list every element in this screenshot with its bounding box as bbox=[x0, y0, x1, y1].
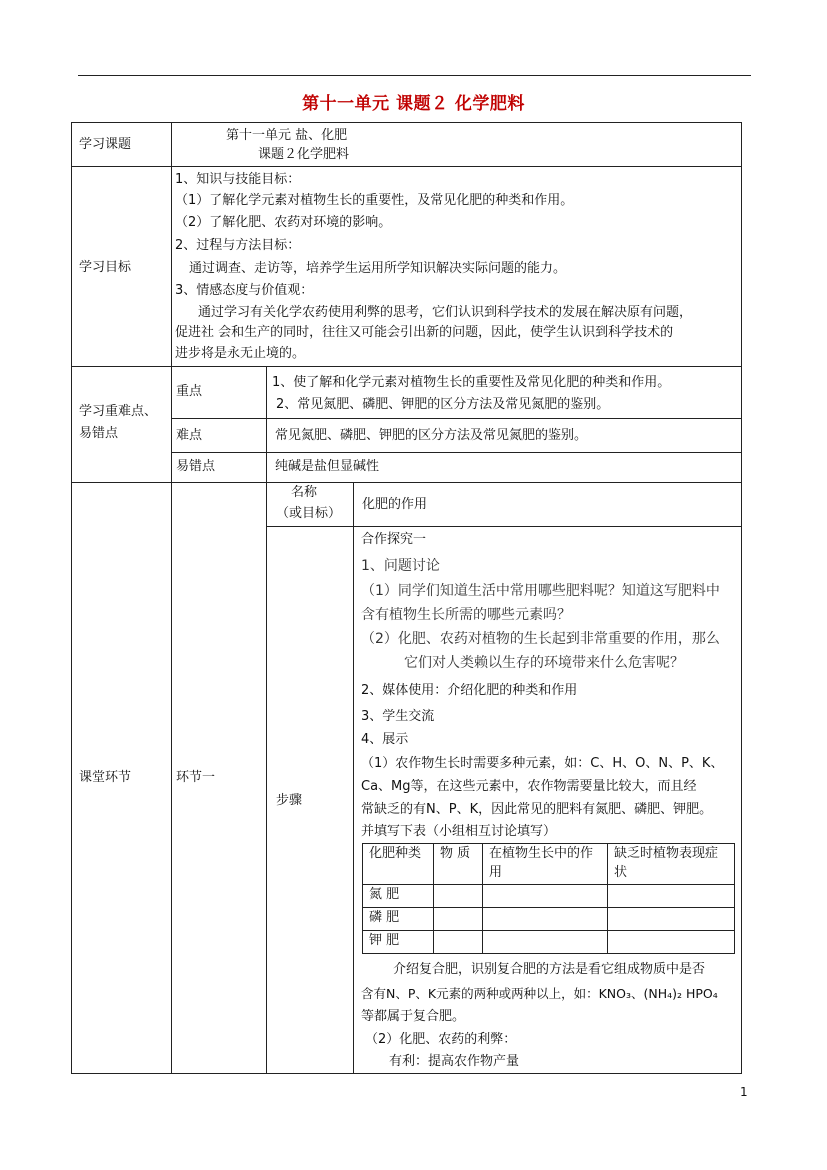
name-value: 化肥的作用 bbox=[362, 497, 428, 512]
table-row bbox=[363, 908, 735, 931]
goals-line: 通过学习有关化学农药使用利弊的思考，它们认识到科学技术的发展在解决原有问题， bbox=[198, 305, 693, 320]
goals-line: 1、知识与技能目标： bbox=[175, 172, 301, 187]
difficult-text: 常见氮肥、磷肥、钾肥的区分方法及常见氮肥的鉴别。 bbox=[275, 428, 588, 443]
important-line: 1、使了解和化学元素对植物生长的重要性及常见化肥的种类和作用。 bbox=[272, 375, 671, 390]
goals-line: 通过调查、走访等，培养学生运用所学知识解决实际问题的能力。 bbox=[189, 261, 567, 276]
fertilizer-table bbox=[362, 843, 735, 954]
error-text: 纯碱是盐但显碱性 bbox=[275, 459, 380, 474]
table-cell bbox=[608, 885, 735, 908]
important-label: 重点 bbox=[176, 384, 203, 399]
steps-heading: 合作探究一 bbox=[361, 532, 427, 547]
error-label: 易错点 bbox=[176, 459, 216, 474]
table-cell: 氮 肥 bbox=[363, 885, 434, 908]
question-title: 1、问题讨论 bbox=[361, 558, 440, 574]
table-header-cell: 缺乏时植物表现症状 bbox=[608, 844, 735, 885]
important-line: 2、常见氮肥、磷肥、钾肥的区分方法及常见氮肥的鉴别。 bbox=[276, 397, 610, 412]
name-label-line1: 名称 bbox=[291, 485, 318, 500]
page-number: 1 bbox=[740, 1085, 748, 1099]
question-1a: （1）同学们知道生活中常用哪些肥料呢？知道这写肥料中 bbox=[361, 583, 720, 599]
course-topic: 课题２化学肥料 bbox=[258, 147, 350, 162]
steps-label: 步骤 bbox=[276, 793, 303, 808]
goals-label: 学习目标 bbox=[79, 260, 132, 275]
goals-line: 促进社 会和生产的同时，往往又可能会引出新的问题，因此，使学生认识到科学技术的 bbox=[175, 325, 674, 340]
table-cell bbox=[608, 908, 735, 931]
goals-line: （1）了解化学元素对植物生长的重要性，及常见化肥的种类和作用。 bbox=[175, 193, 574, 208]
table-row bbox=[363, 931, 735, 954]
table-cell bbox=[434, 885, 483, 908]
show-line: 4、展示 bbox=[361, 732, 409, 747]
difficult-label: 难点 bbox=[176, 428, 203, 443]
segment-label: 环节一 bbox=[176, 770, 216, 785]
key-points-label-line1: 学习重难点、 bbox=[79, 404, 158, 419]
pros-cons-line: （2）化肥、农药的利弊： bbox=[365, 1032, 517, 1047]
header-rule bbox=[78, 75, 751, 76]
table-header-cell: 在植物生长中的作用 bbox=[483, 844, 608, 885]
table-cell: 磷 肥 bbox=[363, 908, 434, 931]
goals-line: 进步将是永无止境的。 bbox=[175, 346, 306, 361]
exchange-line: 3、学生交流 bbox=[361, 709, 435, 724]
goals-line: 3、情感态度与价值观： bbox=[175, 283, 314, 298]
page-title: 第十一单元 课题２ 化学肥料 bbox=[302, 94, 525, 114]
table-cell: 钾 肥 bbox=[363, 931, 434, 954]
benefit-line: 有利：提高农作物产量 bbox=[389, 1054, 520, 1069]
table-cell bbox=[434, 931, 483, 954]
table-header-row bbox=[363, 844, 735, 885]
question-1b: 含有植物生长所需的哪些元素吗？ bbox=[361, 607, 571, 623]
goals-line: 2、过程与方法目标： bbox=[175, 238, 301, 253]
compound-line: 等都属于复合肥。 bbox=[361, 1009, 466, 1024]
compound-line: 介绍复合肥，识别复合肥的方法是看它组成物质中是否 bbox=[393, 962, 706, 977]
goals-line: （2）了解化肥、农药对环境的影响。 bbox=[175, 215, 392, 230]
fill-table-instruction: 并填写下表（小组相互讨论填写） bbox=[361, 824, 557, 839]
table-header-cell: 化肥种类 bbox=[363, 844, 434, 885]
classroom-label: 课堂环节 bbox=[79, 770, 132, 785]
question-2b: 它们对人类赖以生存的环境带来什么危害呢？ bbox=[404, 655, 684, 671]
key-points-label-line2: 易错点 bbox=[79, 426, 119, 441]
table-row bbox=[363, 885, 735, 908]
paragraph-line: 常缺乏的有N、P、K，因此常见的肥料有氮肥、磷肥、钾肥。 bbox=[361, 802, 713, 817]
table-cell bbox=[434, 908, 483, 931]
table-header-cell: 物 质 bbox=[434, 844, 483, 885]
compound-line: 含有N、P、K元素的两种或两种以上，如：KNO₃、(NH₄)₂ HPO₄ bbox=[361, 986, 718, 1001]
course-unit: 第十一单元 盐、化肥 bbox=[226, 128, 348, 143]
media-line: 2、媒体使用：介绍化肥的种类和作用 bbox=[361, 683, 578, 698]
table-cell bbox=[483, 908, 608, 931]
name-label-line2: （或目标） bbox=[276, 506, 342, 521]
table-cell bbox=[483, 931, 608, 954]
paragraph-line: Ca、Mg等，在这些元素中，农作物需要量比较大，而且经 bbox=[361, 779, 697, 794]
table-cell bbox=[608, 931, 735, 954]
paragraph-line: （1）农作物生长时需要多种元素，如：C、H、O、N、P、K、 bbox=[361, 756, 724, 771]
question-2a: （2）化肥、农药对植物的生长起到非常重要的作用，那么 bbox=[361, 631, 720, 647]
course-label: 学习课题 bbox=[79, 137, 132, 152]
table-cell bbox=[483, 885, 608, 908]
